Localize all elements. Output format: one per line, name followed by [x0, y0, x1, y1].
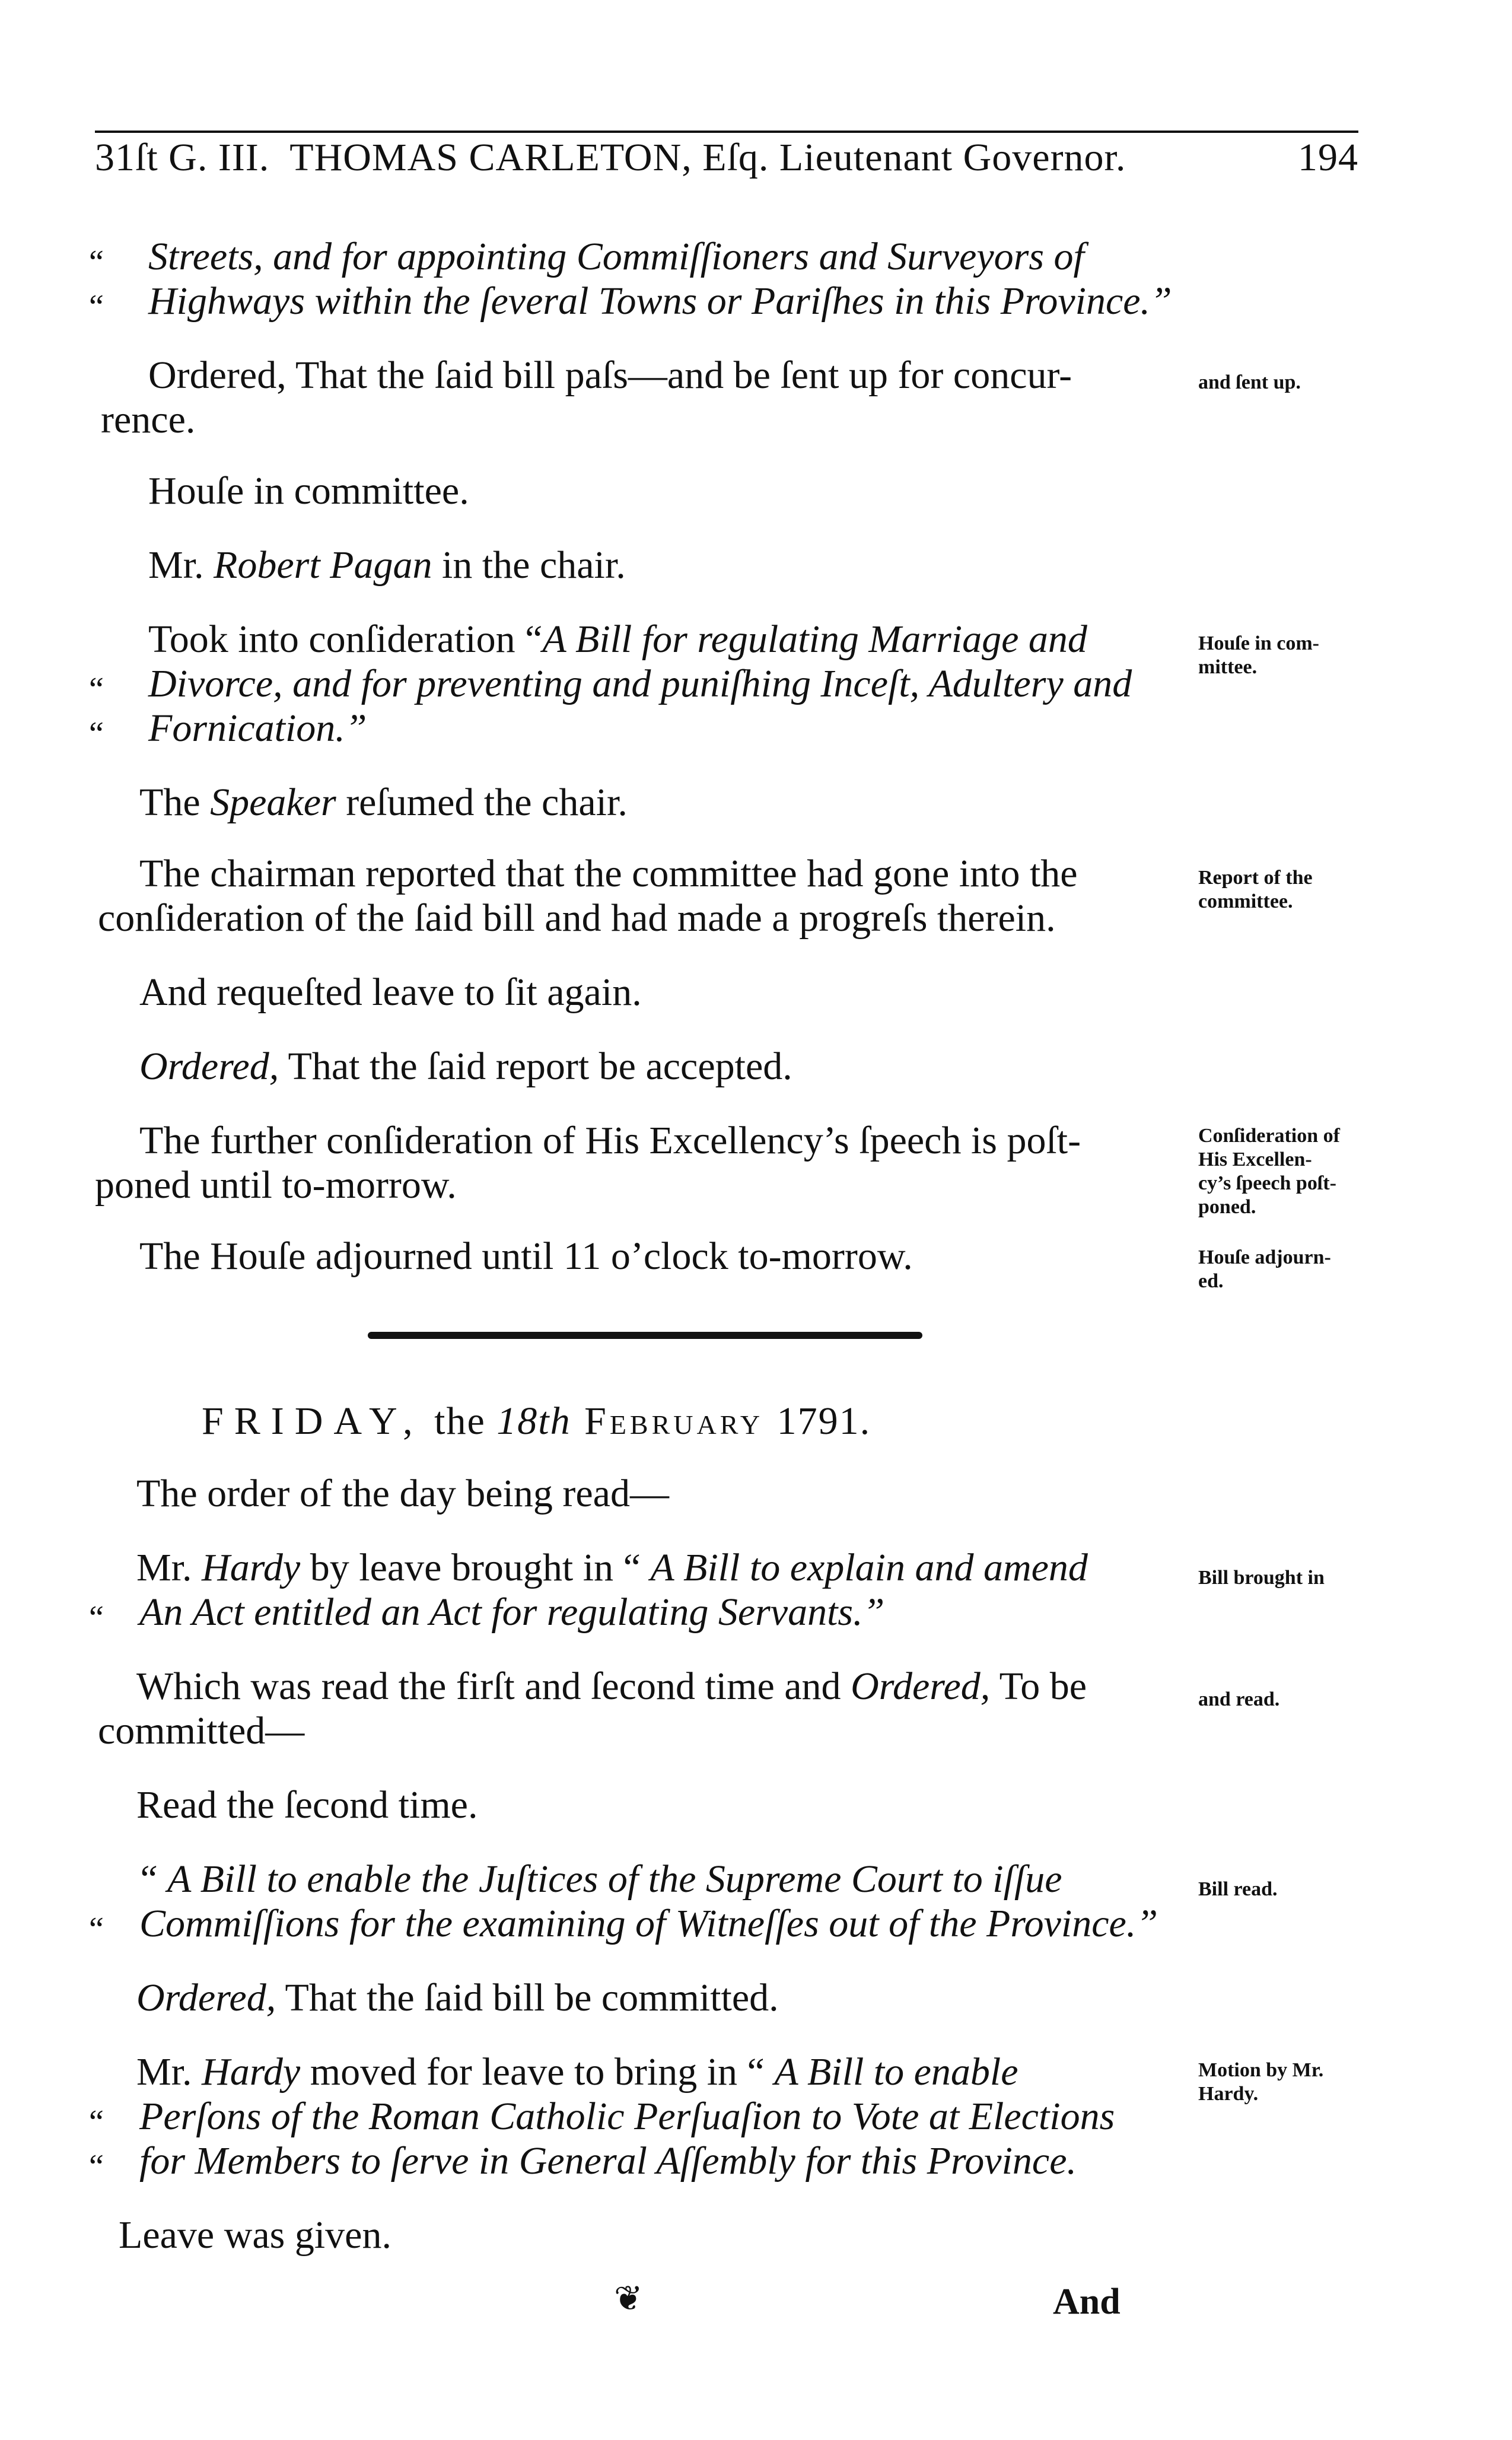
quote-mark: “ [89, 1599, 104, 1636]
text-line: poned until to-morrow. [95, 1163, 457, 1207]
text-line: Perſons of the Roman Catholic Perſuaſion to Vote at Elections [139, 2095, 1115, 2138]
text-line: rence. [101, 398, 196, 441]
governor-title: THOMAS CARLETON, Eſq. Lieutenant Governor. [289, 136, 1126, 179]
text-line: An Act entitled an Act for regulating Servants.” [139, 1590, 885, 1634]
text-line: And requeſted leave to ſit again. [139, 971, 642, 1014]
text-line: Took into conſideration “A Bill for regulating Marriage and [148, 618, 1087, 661]
page-number: 194 [1298, 136, 1358, 179]
text-line: Fornication.” [148, 707, 367, 750]
text-line: Commiſſions for the examining of Witneſſes out of the Province.” [139, 1902, 1158, 1945]
section-divider [368, 1332, 922, 1339]
margin-note: and read. [1198, 1688, 1280, 1710]
text-line: Divorce, and for preventing and puniſhing Inceſt, Adultery and [148, 662, 1132, 705]
quote-mark: “ [89, 244, 104, 281]
text-line: Mr. Robert Pagan in the chair. [148, 543, 626, 587]
text-line: Read the ſecond time. [136, 1783, 478, 1827]
quote-mark: “ [89, 2104, 104, 2140]
text-line: Ordered, That the ſaid report be accepted. [139, 1045, 792, 1088]
margin-note: and ſent up. [1198, 371, 1301, 393]
text-line: Leave was given. [119, 2213, 391, 2257]
regnal-year: 31ſt G. III. [95, 136, 270, 179]
text-line: Mr. Hardy moved for leave to bring in “ A Bill to enable [136, 2050, 1018, 2094]
text-line: Streets, and for appointing Commiſſioners and Surveyors of [148, 235, 1084, 278]
quote-mark: “ [89, 1911, 104, 1948]
text-line: The order of the day being read— [136, 1472, 669, 1515]
margin-note: Bill read. [1198, 1878, 1278, 1900]
text-line: Mr. Hardy by leave brought in “ A Bill to explain and amend [136, 1546, 1088, 1589]
text-line: Highways within the ſeveral Towns or Pariſhes in this Province.” [148, 279, 1172, 323]
text-line: for Members to ſerve in General Aſſembly for this Province. [139, 2139, 1077, 2183]
margin-note: Houſe adjourn- ed. [1198, 1246, 1331, 1292]
margin-note: Report of the committee. [1198, 867, 1313, 912]
quote-mark: “ [89, 715, 104, 752]
text-line: Ordered, That the ſaid bill paſs—and be ſent up for concur- [148, 354, 1072, 397]
day-heading: FRIDAY, the 18th February 1791. [202, 1399, 871, 1443]
margin-note: Motion by Mr. Hardy. [1198, 2059, 1324, 2105]
header-rule [95, 131, 1358, 133]
text-line: Ordered, That the ſaid bill be committed. [136, 1976, 779, 2019]
running-header [95, 135, 1358, 201]
catchword: And [1053, 2282, 1121, 2322]
text-line: Houſe in committee. [148, 469, 469, 513]
text-line: The Speaker reſumed the chair. [139, 781, 628, 824]
text-line: committed— [98, 1709, 305, 1752]
quote-mark: “ [89, 288, 104, 325]
quote-mark: “ [89, 671, 104, 708]
margin-note: Houſe in com- mittee. [1198, 632, 1319, 678]
text-line: Which was read the firſt and ſecond time and Ordered, To be [136, 1665, 1087, 1708]
text-line: The chairman reported that the committee had gone into the [139, 852, 1078, 895]
margin-note: Conſideration of His Excellen- cy’s ſpeech poſt- poned. [1198, 1125, 1340, 1218]
text-line: “ A Bill to enable the Juſtices of the Supreme Court to iſſue [136, 1857, 1062, 1901]
text-line: conſideration of the ſaid bill and had made a progreſs therein. [98, 896, 1056, 940]
ornament-icon: ❦ [614, 2279, 643, 2318]
text-line: The Houſe adjourned until 11 o’clock to-morrow. [139, 1235, 913, 1278]
quote-mark: “ [89, 2148, 104, 2185]
margin-note: Bill brought in [1198, 1567, 1325, 1589]
text-line: The further conſideration of His Excellency’s ſpeech is poſt- [139, 1119, 1081, 1162]
